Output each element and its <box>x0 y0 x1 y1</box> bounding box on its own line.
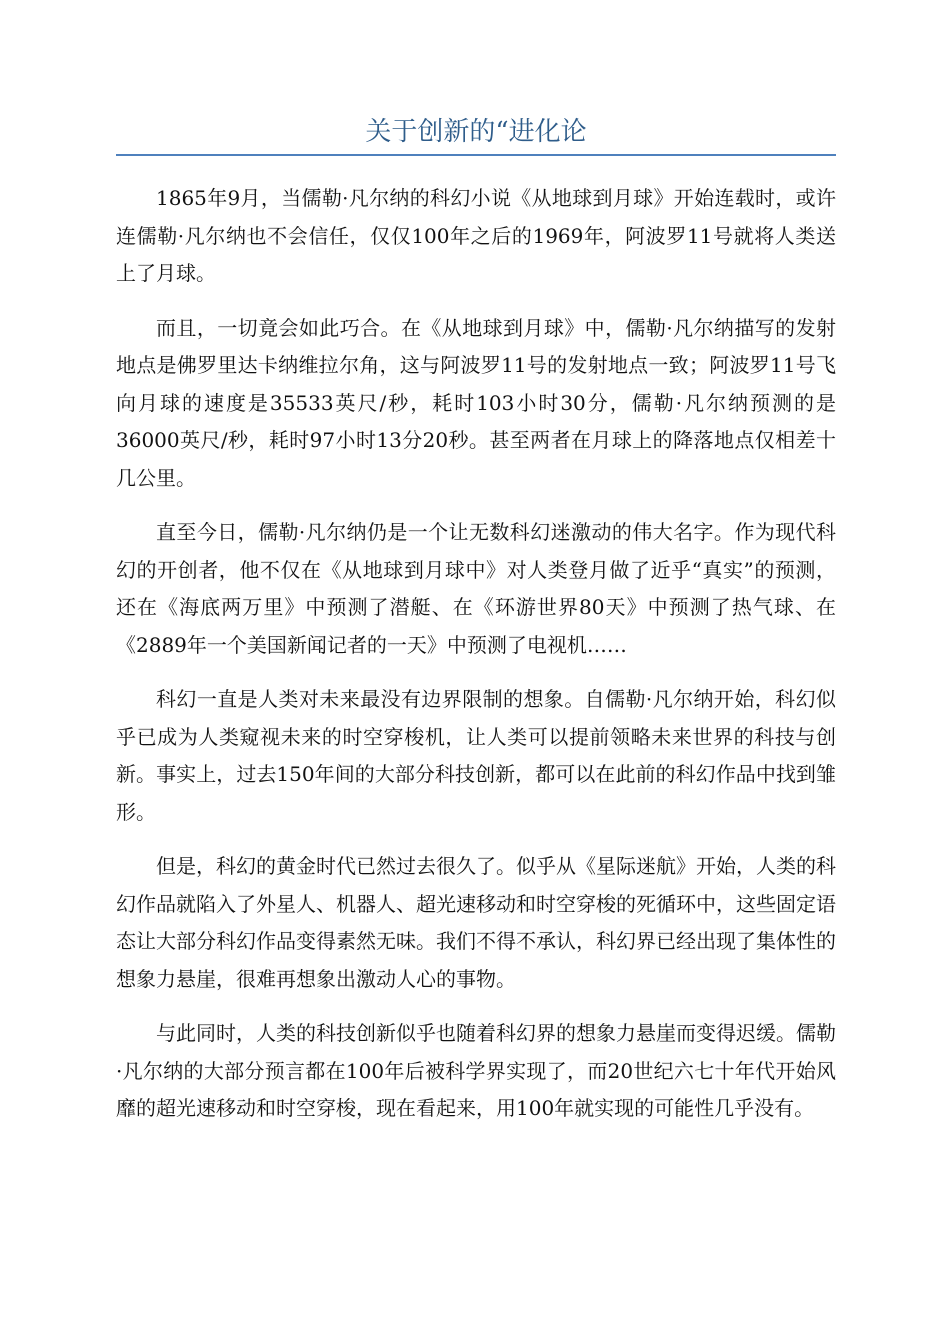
paragraph-6: 与此同时，人类的科技创新似乎也随着科幻界的想象力悬崖而变得迟缓。儒勒·凡尔纳的大部分预言都在100年后被科学界实现了，而20世纪六七十年代开始风靡的超光速移动和时空穿梭，现在看起来，用100年就实现的可能性几乎没有。 <box>116 1021 836 1120</box>
paragraph-5: 但是，科幻的黄金时代已然过去很久了。似乎从《星际迷航》开始，人类的科幻作品就陷入了外星人、机器人、超光速移动和时空穿梭的死循环中，这些固定语态让大部分科幻作品变得素然无味。我们不得不承认，科幻界已经出现了集体性的想象力悬崖，很难再想象出激动人心的事物。 <box>116 854 836 991</box>
document-page <box>116 110 836 1145</box>
document-body <box>116 180 836 1128</box>
title-underline <box>116 154 836 156</box>
paragraph-1: 1865年9月，当儒勒·凡尔纳的科幻小说《从地球到月球》开始连载时，或许连儒勒·凡尔纳也不会信任，仅仅100年之后的1969年，阿波罗11号就将人类送上了月球。 <box>116 186 836 285</box>
paragraph-2: 而且，一切竟会如此巧合。在《从地球到月球》中，儒勒·凡尔纳描写的发射地点是佛罗里达卡纳维拉尔角，这与阿波罗11号的发射地点一致；阿波罗11号飞向月球的速度是35533英尺/秒，耗时103小时30分，儒勒·凡尔纳预测的是36000英尺/秒，耗时97小时13分20秒。甚至两者在月球上的降落地点仅相差十几公里。 <box>116 315 836 490</box>
paragraph-4: 科幻一直是人类对未来最没有边界限制的想象。自儒勒·凡尔纳开始，科幻似乎已成为人类窥视未来的时空穿梭机，让人类可以提前领略未来世界的科技与创新。事实上，过去150年间的大部分科技创新，都可以在此前的科幻作品中找到雏形。 <box>116 687 836 824</box>
paragraph-3: 直至今日，儒勒·凡尔纳仍是一个让无数科幻迷激动的伟大名字。作为现代科幻的开创者，他不仅在《从地球到月球中》对人类登月做了近乎“真实”的预测，还在《海底两万里》中预测了潜艇、在《环游世界80天》中预测了热气球、在《2889年一个美国新闻记者的一天》中预测了电视机…… <box>116 520 836 657</box>
document-title: 关于创新的“进化论 <box>365 117 587 147</box>
